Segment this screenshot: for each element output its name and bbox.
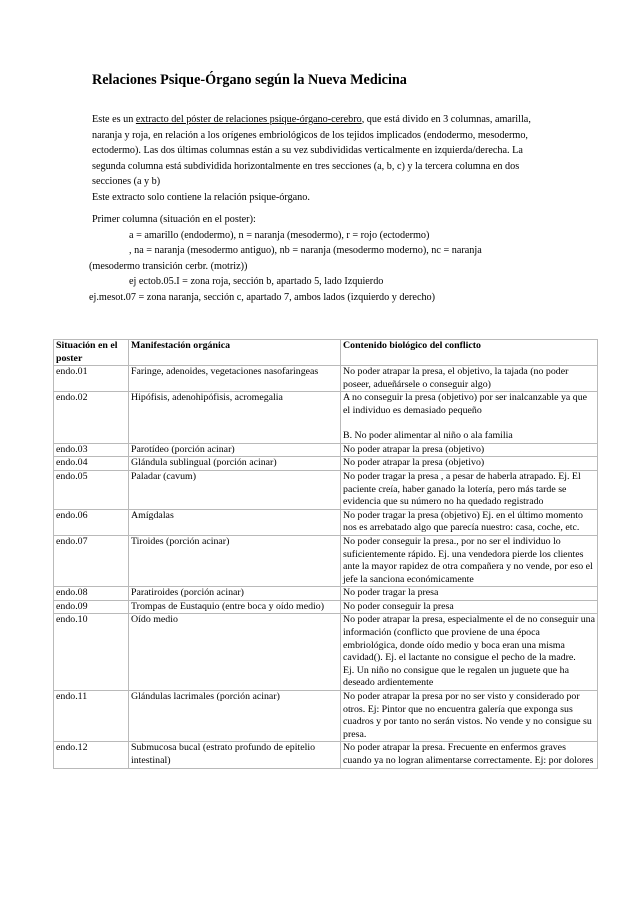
conflict-text-b: Ej. Un niño no consigue que le regalen un juguete que ha deseado ardientemente [343, 664, 569, 689]
cell-conflict: No poder atrapar la presa, el objetivo, la tajada (no poder poseer, adueñársele o conseguir algo) [341, 366, 598, 392]
cell-organ: Paratiroides (porción acinar) [129, 587, 341, 601]
cell-code: endo.07 [54, 535, 129, 586]
conflict-text: A no conseguir la presa (objetivo) por ser inalcanzable ya que el individuo es demasiado pequeño [343, 392, 588, 416]
cell-code: endo.12 [54, 742, 129, 768]
header-conflict: Contenido biológico del conflicto [341, 340, 598, 366]
cell-conflict: No poder conseguir la presa [341, 600, 598, 614]
cell-conflict: No poder atrapar la presa. Frecuente en enfermos graves cuando ya no logran alimentarse correctamente. Ej: por dolores [341, 742, 598, 768]
cell-code: endo.06 [54, 509, 129, 535]
cell-organ: Submucosa bucal (estrato profundo de epitelio intestinal) [129, 742, 341, 768]
table-row [54, 366, 598, 392]
cell-organ: Faringe, adenoides, vegetaciones nasofaringeas [129, 366, 341, 392]
page-title: Relaciones Psique-Órgano según la Nueva Medicina [92, 72, 407, 88]
table-row [54, 392, 598, 443]
table-row [54, 587, 598, 601]
cell-code: endo.10 [54, 614, 129, 691]
table-row [54, 443, 598, 457]
cell-organ: Amígdalas [129, 509, 341, 535]
cell-code: endo.02 [54, 392, 129, 443]
cell-code: endo.11 [54, 691, 129, 742]
table-row [54, 600, 598, 614]
legend-line [92, 274, 542, 290]
cell-code: endo.08 [54, 587, 129, 601]
cell-organ: Glándulas lacrimales (porción acinar) [129, 691, 341, 742]
cell-organ: Paladar (cavum) [129, 470, 341, 509]
table-row [54, 470, 598, 509]
legend-heading: Primer columna (situación en el poster): [92, 214, 256, 225]
legend-line [92, 228, 542, 244]
cell-code: endo.03 [54, 443, 129, 457]
conflict-text: No poder atrapar la presa, especialmente el de no conseguir una información (conflicto que proviene de una época embriológica, donde oído medio y boca eran una misma cavidad(). Ej. el lactante no consigue el pecho de la madre. [343, 614, 595, 664]
cell-conflict [341, 392, 598, 443]
table-row [54, 742, 598, 768]
table-row [54, 691, 598, 742]
cell-conflict: No poder conseguir la presa., por no ser el individuo lo suficientemente rápido. Ej. una vendedora pierde los clientes ante la mayor rapidez de otra compañera y no vende, por eso el jefe la sanciona económicamente [341, 535, 598, 586]
header-organ: Manifestación orgánica [129, 340, 341, 366]
cell-organ: Trompas de Eustaquio (entre boca y oído medio) [129, 600, 341, 614]
extract-note: Este extracto solo contiene la relación psique-órgano. [92, 192, 310, 203]
table-header-row [54, 340, 598, 366]
legend-line-1: a = amarillo (endodermo), n = naranja (mesodermo), r = rojo (ectodermo) [129, 229, 430, 241]
cell-code: endo.01 [54, 366, 129, 392]
legend-line-4: ej ectob.05.I = zona roja, sección b, apartado 5, lado Izquierdo [129, 276, 384, 287]
cell-organ: Tiroides (porción acinar) [129, 535, 341, 586]
intro-paragraph [92, 112, 542, 190]
legend-line-3: (mesodermo transición cerbr. (motriz)) [89, 260, 248, 272]
cell-organ: Oído medio [129, 614, 341, 691]
table-row [54, 509, 598, 535]
cell-organ: Parotídeo (porción acinar) [129, 443, 341, 457]
intro-text-end: , que está divido en 3 columnas, amarilla, naranja y roja, en relación a los orígenes embriológicos de los tejidos implicados (endodermo, mesodermo, ectodermo). Las dos últimas columnas están a su vez subdivididas verticalmente en izquierda/derecha. La segunda columna está subdividida horizontalmente en tres secciones (a, b, c) y la tercera columna en dos secciones (a y b) [92, 114, 531, 187]
legend-line [92, 243, 542, 259]
legend-line-2: , na = naranja (mesodermo antiguo), nb = naranja (mesodermo moderno), nc = naranja [129, 245, 482, 256]
table-row [54, 535, 598, 586]
cell-code: endo.04 [54, 457, 129, 471]
cell-conflict: No poder tragar la presa , a pesar de haberla atrapado. Ej. El paciente creía, haber ganado la lotería, pero más tarde se evidencia que su número no ha quedado registrado [341, 470, 598, 509]
cell-conflict [341, 614, 598, 691]
cell-conflict: No poder atrapar la presa (objetivo) [341, 443, 598, 457]
cell-conflict: No poder tragar la presa (objetivo) Ej. en el último momento nos es arrebatado algo que parecía nuestro: casa, coche, etc. [341, 509, 598, 535]
conflict-text-b: B. No poder alimentar al niño o ala familia [343, 430, 513, 442]
poster-link[interactable]: extracto del póster de relaciones psique-órgano-cerebro [135, 114, 362, 125]
legend-block [89, 212, 542, 305]
cell-conflict: No poder atrapar la presa por no ser visto y considerado por otros. Ej: Pintor que no encuentra galería que exponga sus cuadros y por tanto no serán vistos. No vende y no consigue su presa. [341, 691, 598, 742]
cell-conflict: No poder atrapar la presa (objetivo) [341, 457, 598, 471]
table-row [54, 614, 598, 691]
relations-table [53, 339, 598, 769]
legend-line-5: ej.mesot.07 = zona naranja, sección c, apartado 7, ambos lados (izquierdo y derecho) [89, 291, 436, 303]
table-row [54, 457, 598, 471]
cell-organ: Glándula sublingual (porción acinar) [129, 457, 341, 471]
cell-organ: Hipófisis, adenohipófisis, acromegalia [129, 392, 341, 443]
cell-code: endo.05 [54, 470, 129, 509]
cell-conflict: No poder tragar la presa [341, 587, 598, 601]
cell-code: endo.09 [54, 600, 129, 614]
intro-text-start: Este es un [92, 114, 136, 125]
header-situation: Situación en el poster [54, 340, 129, 366]
